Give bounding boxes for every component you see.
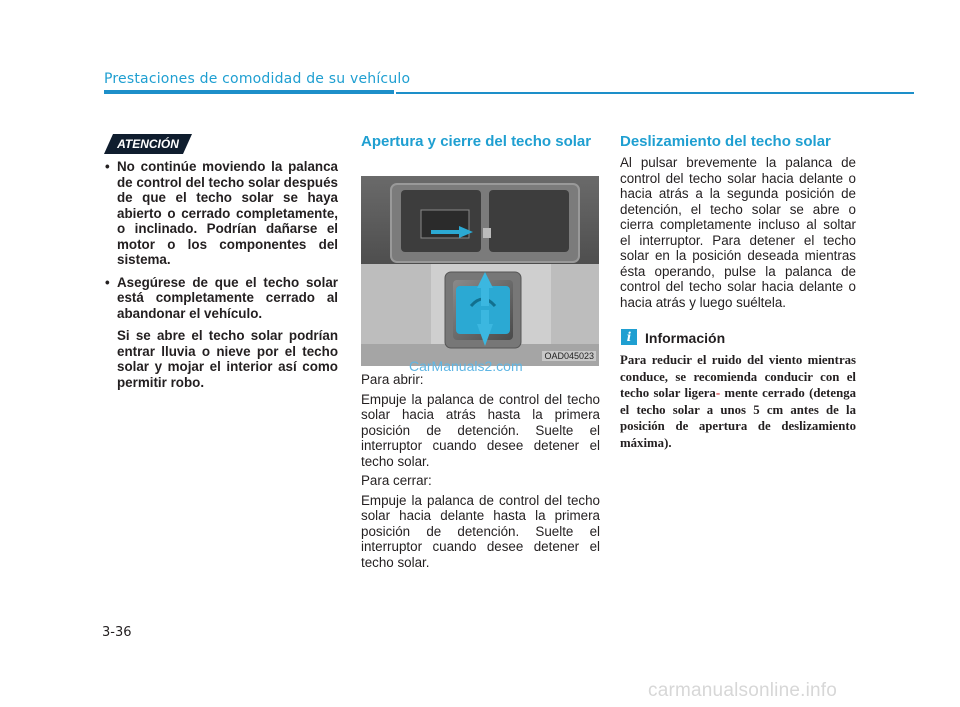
info-title: Información [645, 330, 726, 346]
sunroof-control-figure [361, 176, 599, 366]
warning-bullet-text: Asegúrese de que el techo solar está completamente cerrado al abandonar el vehículo. [117, 274, 338, 321]
warning-bullet [102, 275, 338, 391]
section-title-open-close: Apertura y cierre del techo solar [361, 133, 592, 150]
close-label: Para cerrar: [361, 473, 432, 488]
sunroof-console-illustration [361, 176, 599, 366]
page-number: 3-36 [102, 625, 132, 640]
info-icon: i [621, 329, 637, 345]
attention-badge-label: ATENCIÓN [117, 137, 179, 151]
chapter-title: Prestaciones de comodidad de su vehículo [104, 71, 411, 87]
header-rule-thick [104, 90, 394, 94]
open-label: Para abrir: [361, 372, 424, 387]
attention-badge [104, 134, 192, 154]
open-text: Empuje la palanca de control del techo solar hacia atrás hasta la primera posición de detención. Suelte el interruptor cuando desee detener el techo solar. [361, 391, 600, 469]
section-title-slide: Deslizamiento del techo solar [620, 133, 831, 150]
warning-bullet: • No continúe moviendo la palanca de control del techo solar después de que el techo solar se haya abierto o cerrado completamente, o inclinado. Podrían dañarse el motor o los componentes del sistema. [102, 159, 338, 268]
warning-content [102, 159, 338, 397]
close-text: Empuje la palanca de control del techo solar hacia delante hasta la primera posición de detención. Suelte el interruptor cuando desee detener el techo solar. [361, 492, 600, 570]
header-rule-thin [396, 92, 914, 94]
watermark-text: CarManuals2.com [409, 358, 523, 374]
info-text [620, 352, 856, 451]
open-close-content [361, 372, 600, 574]
info-text-part1: Para reducir el ruido del viento mientras conduce, se recomienda conducir con el techo solar ligera [620, 353, 856, 400]
slide-text: Al pulsar brevemente la palanca de control del techo solar hacia delante o hacia atrás a la segunda posición de detención, el techo solar se abre o cierra completamente incluso al soltar el interruptor. Para detener el techo solar en la posición deseada mientras ésta operando, pulse la palanca de control del techo solar hacia delante o hacia atrás y luego suéltela. [620, 155, 856, 310]
info-hyphen: - [715, 386, 721, 400]
footer-watermark: carmanualsonline.info [648, 680, 838, 701]
figure-code: OAD045023 [544, 351, 594, 361]
warning-sub-paragraph: Si se abre el techo solar podrían entrar lluvia o nieve por el techo solar y mojar el interior así como permitir robo. [117, 328, 338, 390]
info-text-part2: mente cerrado (detenga el techo solar a unos 5 cm antes de la posición de apertura de deslizamiento máxima). [620, 386, 857, 450]
